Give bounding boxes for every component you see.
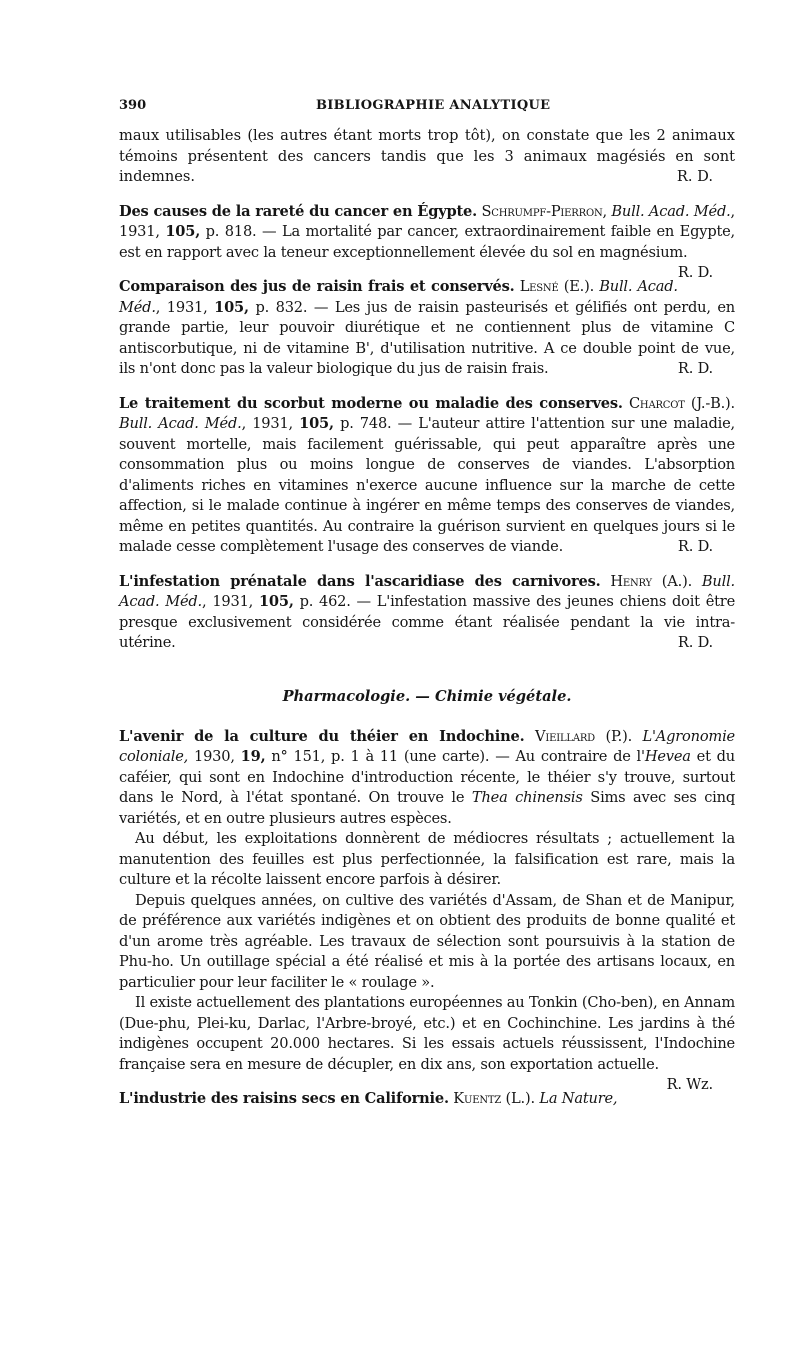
entry-pages: p. 818. bbox=[205, 223, 257, 240]
page-number: 390 bbox=[119, 98, 147, 113]
entry-scorbut: Le traitement du scorbut moderne ou maladie des conserves. Charcot (J.-B.). Bull. Acad. Méd., 1931, 105, p. 748. — L'auteur attire l'attention sur une maladie, souvent mortelle, mais facilement guérissable, qui peut apparaître après une consommation plus ou moins longue de conserves de viandes. L'absorption d'aliments riches en vitamines n'exerce aucune influence sur la marche de cette affection, si le malade continue à ingérer en même temps des conserves de viandes, même en petites quantités. Au contraire la guérison survient en quelques jours si le malade cesse complètement l'usage des conserves de viande. R. D. bbox=[119, 394, 735, 558]
entry-cancer-egypte: Des causes de la rareté du cancer en Égypte. Schrumpf-Pierron, Bull. Acad. Méd., 1931, 105, p. 818. — La mortalité par cancer, extraordinairement faible en Egypte, est en rapport avec la teneur exceptionnellement élevée du sol en magnésium. R. D. bbox=[119, 202, 735, 264]
entry-year: 1931, bbox=[119, 223, 160, 240]
section-heading: Pharmacologie. — Chimie végétale. bbox=[282, 687, 572, 705]
entry-title: Comparaison des jus de raisin frais et conservés. bbox=[119, 278, 515, 295]
entry-journal: Bull. Acad. Méd. bbox=[119, 278, 678, 316]
entry-year: 1931, bbox=[166, 298, 208, 316]
entry-journal: Bull. Acad. Méd. bbox=[119, 572, 735, 610]
entry-summary: — L'auteur attire l'attention sur une maladie, souvent mortelle, mais facilement guérissable, qui peut apparaître après une consommation plus ou moins longue de conserves de viandes. L'absorption d'aliments riches en vitamines n'exerce aucune influence sur la marche de cette affection, si le malade continue à ingérer en même temps des conserves de viandes, même en petites quantités. Au contraire la guérison survient en quelques jours si le malade cesse complètement l'usage des conserves de viande. bbox=[119, 415, 735, 555]
article-text: — Au contraire de l' bbox=[495, 748, 645, 765]
article-paragraph: Au début, les exploitations donnèrent de médiocres résultats ; actuellement la manutention des feuilles est plus perfectionnée, la falsification est rare, mais la culture et la récolte laissent encore parfois à désirer. bbox=[119, 830, 735, 888]
entry-raisins-secs bbox=[119, 1089, 735, 1110]
article-text: Sims avec ses cinq variétés, et en outre plusieurs autres espèces. bbox=[119, 789, 735, 827]
entry-journal: Bull. Acad. Méd. bbox=[611, 202, 731, 220]
entry-journal: Bull. Acad. Méd. bbox=[119, 415, 242, 432]
signature: R. D. bbox=[677, 538, 713, 555]
article-text: et du caféier, qui sont en Indochine d'introduction récente, le théier s'y trouve, surtout dans le Nord, à l'état spontané. On trouve le bbox=[119, 748, 735, 806]
article-paragraph: Depuis quelques années, on cultive des variétés d'Assam, de Shan et de Manipur, de préférence aux variétés indigènes et on obtient des produits de bonne qualité et d'un arome très agréable. Les travaux de sélection sont poursuivis à la station de Phu-ho. Un outillage spécial a été réalisé et mis à la portée des artisans locaux, en particulier pour leur faciliter le « roulage ». bbox=[119, 891, 735, 991]
article-paragraph bbox=[119, 727, 735, 830]
article-issue: n° 151, p. 1 à 11 (une carte). bbox=[271, 748, 490, 765]
running-title: BIBLIOGRAPHIE ANALYTIQUE bbox=[316, 98, 551, 113]
entry-volume: 105, bbox=[165, 223, 201, 240]
entry-ascaridiase: L'infestation prénatale dans l'ascaridiase des carnivores. Henry (A.). Bull. Acad. Méd., 1931, 105, p. 462. — L'infestation massive des jeunes chiens doit être presque exclusivement considérée comme étant réalisée pendant la vie intra-utérine. R. D. bbox=[119, 572, 735, 654]
article-volume: 19, bbox=[240, 748, 266, 765]
entry-summary: — L'infestation massive des jeunes chiens doit être presque exclusivement considérée comme étant réalisée pendant la vie intra-utérine. bbox=[119, 593, 736, 651]
article-year: 1930, bbox=[194, 748, 235, 765]
carryover-paragraph bbox=[119, 126, 735, 188]
entry-title: L'industrie des raisins secs en Californie. bbox=[119, 1090, 449, 1107]
signature: R. Wz. bbox=[666, 1076, 713, 1093]
entry-year: 1931, bbox=[212, 593, 254, 610]
entry-jus-raisin: Comparaison des jus de raisin frais et conservés. Lesné (E.). Bull. Acad. Méd., 1931, 105, p. 832. — Les jus de raisin pasteurisés et gélifiés ont perdu, en grande partie, leur pouvoir diurétique et ne contiennent plus de vitamine C antiscorbutique, ni de vitamine B', d'utilisation nutritive. A ce double point de vue, ils n'ont donc pas la valeur biologique du jus de raisin frais. R. D. bbox=[119, 277, 735, 380]
article-author: Vieillard (P.). bbox=[535, 727, 633, 745]
entry-pages: p. 832. bbox=[255, 298, 308, 316]
entry-title: Des causes de la rareté du cancer en Égypte. bbox=[119, 202, 477, 220]
entry-title: L'infestation prénatale dans l'ascaridiase des carnivores. bbox=[119, 572, 601, 590]
entry-author: Henry (A.). bbox=[610, 572, 693, 590]
entry-title: Le traitement du scorbut moderne ou maladie des conserves. bbox=[119, 394, 623, 412]
article-text: Il existe actuellement des plantations européennes au Tonkin (Cho-ben), en Annam (Due-phu, Plei-ku, Darlac, l'Arbre-broyé, etc.) et en Cochinchine. Les jardins à thé indigènes occupent 20.000 hectares. Si les essais actuels réussissent, l'Indochine française sera en mesure de décupler, en dix ans, son exportation actuelle. bbox=[119, 994, 735, 1073]
article-genus: Hevea bbox=[644, 748, 691, 765]
article-species: Thea chinensis bbox=[471, 789, 583, 806]
page bbox=[119, 98, 735, 1110]
entry-volume: 105, bbox=[258, 593, 294, 610]
entry-summary: — Les jus de raisin pasteurisés et gélifiés ont perdu, en grande partie, leur pouvoir diurétique et ne contiennent plus de vitamine C antiscorbutique, ni de vitamine B', d'utilisation nutritive. A ce double point de vue, ils n'ont donc pas la valeur biologique du jus de raisin frais. bbox=[119, 298, 735, 377]
entry-pages: p. 748. bbox=[340, 415, 392, 432]
article-title: L'avenir de la culture du théier en Indochine. bbox=[119, 727, 525, 745]
entry-volume: 105, bbox=[299, 415, 334, 432]
entry-journal: La Nature, bbox=[539, 1090, 618, 1107]
page-header bbox=[119, 98, 735, 120]
entry-year: 1931, bbox=[252, 415, 293, 432]
signature: R. D. bbox=[677, 634, 713, 651]
article-paragraph bbox=[119, 993, 735, 1093]
entry-pages: p. 462. bbox=[299, 593, 351, 610]
entry-volume: 105, bbox=[214, 298, 249, 316]
entry-summary: — La mortalité par cancer, extraordinairement faible en Egypte, est en rapport avec la teneur exceptionnellement élevée du sol en magnésium. bbox=[119, 223, 735, 261]
entry-author: Kuentz (L.). bbox=[453, 1090, 535, 1107]
entry-author: Lesné (E.). bbox=[519, 278, 595, 295]
carryover-text: maux utilisables (les autres étant morts trop tôt), on constate que les 2 animaux témoins présentent des cancers tandis que les 3 animaux magésiés en sont indemnes. bbox=[119, 127, 735, 185]
article-journal: L'Agronomie coloniale, bbox=[119, 727, 735, 765]
signature: R. D. bbox=[676, 168, 713, 185]
entry-author: Schrumpf-Pierron, bbox=[481, 202, 607, 220]
signature: R. D. bbox=[677, 264, 713, 281]
signature: R. D. bbox=[677, 360, 713, 377]
entry-author: Charcot (J.-B.). bbox=[628, 394, 735, 412]
